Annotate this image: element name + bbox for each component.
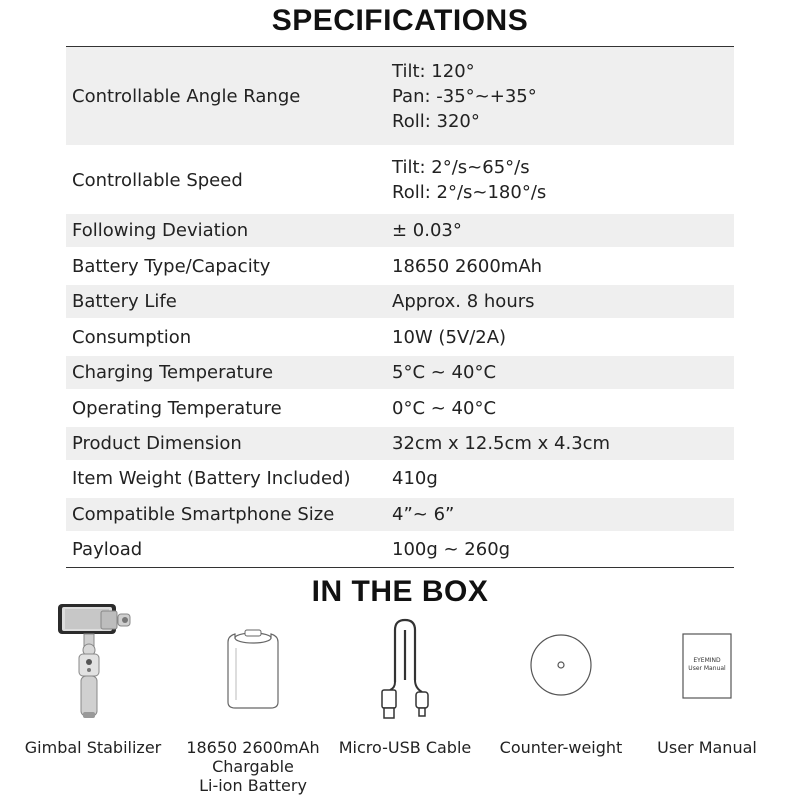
spec-value bbox=[392, 502, 454, 527]
spec-value bbox=[392, 360, 496, 385]
spec-value bbox=[392, 431, 610, 456]
spec-value-line: 410g bbox=[392, 468, 438, 489]
caption-manual bbox=[627, 738, 787, 757]
spec-label: Item Weight (Battery Included) bbox=[72, 468, 351, 489]
caption-line: 18650 2600mAh bbox=[186, 738, 320, 757]
spec-label: Controllable Angle Range bbox=[72, 85, 301, 107]
spec-label: Consumption bbox=[72, 327, 192, 348]
spec-value bbox=[392, 289, 535, 314]
spec-row bbox=[66, 392, 734, 425]
spec-value-line: Roll: 2°/s~180°/s bbox=[392, 182, 547, 203]
spec-value-line: 100g ~ 260g bbox=[392, 539, 511, 560]
spec-label: Following Deviation bbox=[72, 220, 249, 241]
caption-line: Chargable bbox=[212, 757, 294, 776]
spec-row bbox=[66, 427, 734, 460]
spec-row bbox=[66, 321, 734, 354]
spec-value-line: Pan: -35°~+35° bbox=[392, 85, 537, 107]
spec-value bbox=[392, 254, 542, 279]
box-item-battery bbox=[173, 600, 333, 795]
spec-value-line: 5°C ~ 40°C bbox=[392, 362, 497, 383]
caption-line: User Manual bbox=[657, 738, 757, 757]
caption-counterweight bbox=[481, 738, 641, 757]
spec-row bbox=[66, 150, 734, 210]
user-manual-icon bbox=[657, 600, 757, 725]
in-the-box-title: IN THE BOX bbox=[311, 575, 489, 608]
caption-battery bbox=[173, 738, 333, 795]
spec-value bbox=[392, 325, 506, 350]
spec-label: Controllable Speed bbox=[72, 169, 243, 191]
table-bottom-rule bbox=[66, 567, 734, 568]
specifications-title: SPECIFICATIONS bbox=[271, 4, 529, 37]
spec-row bbox=[66, 47, 734, 145]
caption-cable bbox=[325, 738, 485, 757]
spec-row bbox=[66, 498, 734, 531]
spec-row bbox=[66, 214, 734, 247]
spec-value-line: Approx. 8 hours bbox=[392, 291, 535, 312]
spec-row bbox=[66, 285, 734, 318]
spec-label: Charging Temperature bbox=[72, 362, 274, 383]
spec-value bbox=[392, 537, 510, 562]
caption-line: Counter-weight bbox=[499, 738, 623, 757]
caption-line: Micro-USB Cable bbox=[338, 738, 472, 757]
manual-brand-text: EYEMIND bbox=[693, 657, 721, 664]
usb-cable-icon bbox=[350, 600, 460, 725]
caption-line: Gimbal Stabilizer bbox=[24, 738, 162, 757]
spec-value-line: 32cm x 12.5cm x 4.3cm bbox=[392, 433, 611, 454]
spec-value-line: Roll: 320° bbox=[392, 110, 480, 132]
spec-value bbox=[392, 466, 438, 491]
spec-value bbox=[392, 218, 462, 243]
caption-line: Li-ion Battery bbox=[199, 776, 307, 795]
spec-row bbox=[66, 356, 734, 389]
spec-value bbox=[392, 59, 537, 134]
spec-value-line: 10W (5V/2A) bbox=[392, 327, 507, 348]
spec-value-line: Tilt: 2°/s~65°/s bbox=[392, 157, 530, 178]
box-item-manual bbox=[627, 600, 787, 757]
box-item-cable bbox=[325, 600, 485, 757]
spec-label: Battery Type/Capacity bbox=[72, 256, 271, 277]
spec-row bbox=[66, 462, 734, 495]
spec-label: Compatible Smartphone Size bbox=[72, 504, 335, 525]
spec-label: Operating Temperature bbox=[72, 398, 282, 419]
box-item-gimbal bbox=[13, 600, 173, 757]
spec-label: Payload bbox=[72, 539, 143, 560]
spec-value bbox=[392, 155, 546, 205]
spec-label: Battery Life bbox=[72, 291, 177, 312]
battery-icon bbox=[203, 600, 303, 725]
spec-row bbox=[66, 250, 734, 283]
manual-title-text: User Manual bbox=[688, 665, 726, 672]
spec-value-line: ± 0.03° bbox=[392, 220, 462, 241]
caption-gimbal bbox=[13, 738, 173, 757]
spec-value-line: 4”~ 6” bbox=[392, 504, 455, 525]
counterweight-icon bbox=[511, 600, 611, 725]
spec-value-line: 0°C ~ 40°C bbox=[392, 398, 497, 419]
spec-label: Product Dimension bbox=[72, 433, 242, 454]
spec-value-line: Tilt: 120° bbox=[392, 60, 475, 82]
spec-value-line: 18650 2600mAh bbox=[392, 256, 543, 277]
gimbal-stabilizer-icon bbox=[43, 600, 143, 725]
spec-row bbox=[66, 533, 734, 566]
box-item-counterweight bbox=[481, 600, 641, 757]
spec-value bbox=[392, 396, 496, 421]
